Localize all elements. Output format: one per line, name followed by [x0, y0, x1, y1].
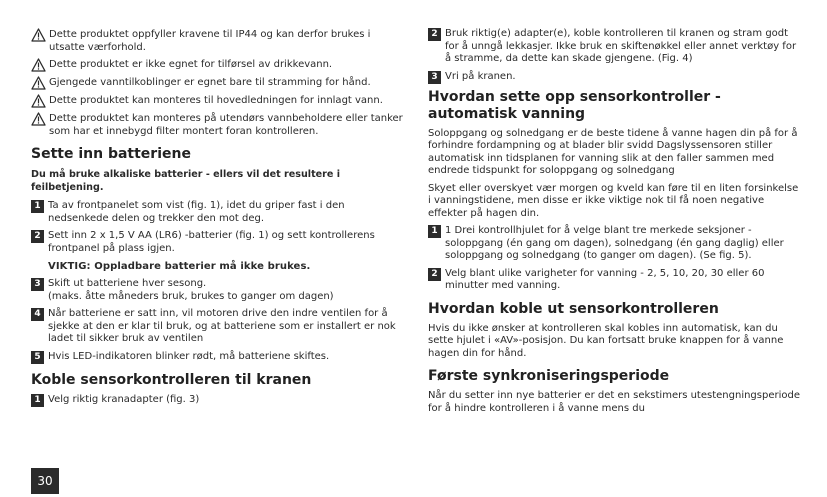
- step-item: [31, 351, 403, 364]
- warning-text: Dette produktet er ikke egnet for tilførsel av drikkevann.: [49, 59, 333, 70]
- warning-triangle-icon: [31, 112, 46, 126]
- step-number-badge: 1: [428, 225, 441, 238]
- warning-item: [31, 112, 403, 138]
- important-warning: VIKTIG: Oppladbare batterier må ikke brukes.: [48, 261, 311, 272]
- warning-text: Dette produktet kan monteres til hovedledningen for innlagt vann.: [49, 95, 383, 106]
- step-item: [428, 225, 800, 263]
- battery-note: Du må bruke alkaliske batterier - ellers vil det resultere i feilbetjening.: [31, 169, 341, 193]
- warning-item: [31, 94, 403, 108]
- step-text-line: Skift ut batteriene hver sesong.: [48, 278, 207, 289]
- right-column: [428, 28, 800, 420]
- section-heading-disconnect: Hvordan koble ut sensorkontrolleren: [428, 300, 719, 317]
- step-item: [31, 230, 403, 255]
- page-number: 30: [31, 468, 59, 494]
- warning-text: Dette produktet kan monteres på utendørs vannbeholdere eller tanker som har et innebygd filter montert foran kontrolleren.: [49, 113, 403, 137]
- step-item: [31, 278, 403, 303]
- step-item: [428, 71, 800, 84]
- step-text: Sett inn 2 x 1,5 V AA (LR6) -batterier (fig. 1) og sett kontrollerens frontpanel på plass igjen.: [48, 230, 375, 254]
- warning-item: [31, 28, 403, 54]
- warning-text: Dette produktet oppfyller kravene til IP44 og kan derfor brukes i utsatte værforhold.: [49, 29, 371, 53]
- step-number-badge: 2: [428, 268, 441, 281]
- step-text: [48, 278, 334, 303]
- step-text-line: (maks. åtte måneders bruk, brukes to ganger om dagen): [48, 290, 334, 302]
- section-heading-auto: Hvordan sette opp sensorkontroller - automatisk vanning: [428, 88, 721, 122]
- warning-triangle-icon: [31, 58, 46, 72]
- step-number-badge: 3: [428, 71, 441, 84]
- paragraph: Hvis du ikke ønsker at kontrolleren skal kobles inn automatisk, kan du sette hjulet i «AV»-posisjon. Du kan fortsatt bruke knappen for å vanne hagen din for hånd.: [428, 322, 784, 359]
- step-number-badge: 3: [31, 278, 44, 291]
- paragraph: Soloppgang og solnedgang er de beste tidene å vanne hagen din på for å forhindre fordampning og at blader blir svidd Dagslyssensoren stiller automatisk inn tidsplanen for vanning slik at den faller sammen med endrede tidspunkt for soloppgang og solnedgang: [428, 127, 798, 176]
- step-number-badge: 1: [31, 200, 44, 213]
- step-number-badge: 4: [31, 308, 44, 321]
- warning-triangle-icon: [31, 28, 46, 42]
- step-item: [428, 268, 800, 293]
- left-column: [31, 28, 403, 412]
- step-item: [428, 28, 800, 66]
- step-text: Bruk riktig(e) adapter(e), koble kontrolleren til kranen og stram godt for å unngå lekkasjer. Ikke bruk en skiftenøkkel eller annet verktøy for å stramme, da dette kan skade gjengene. (Fig. 4): [445, 28, 797, 64]
- step-text: Velg riktig kranadapter (fig. 3): [48, 393, 200, 405]
- step-text: Vri på kranen.: [445, 70, 516, 82]
- warning-item: [31, 76, 403, 90]
- step-number-badge: 2: [31, 230, 44, 243]
- warning-item: [31, 58, 403, 72]
- section-heading-sync: Første synkroniseringsperiode: [428, 368, 670, 384]
- step-text: 1 Drei kontrollhjulet for å velge blant tre merkede seksjoner - soloppgang (én gang om dagen), solnedgang (én gang daglig) eller soloppgang og solnedgang (to ganger om dagen). (Se fig. 5).: [445, 225, 784, 261]
- warning-triangle-icon: [31, 76, 46, 90]
- step-text: Velg blant ulike varigheter for vanning - 2, 5, 10, 20, 30 eller 60 minutter med vanning.: [445, 267, 765, 291]
- section-heading-batteries: Sette inn batteriene: [31, 146, 191, 162]
- step-text: Hvis LED-indikatoren blinker rødt, må batteriene skiftes.: [48, 350, 330, 362]
- warning-text: Gjengede vanntilkoblinger er egnet bare til stramming for hånd.: [49, 77, 371, 88]
- step-text: Når batteriene er satt inn, vil motoren drive den indre ventilen for å sjekke at den er klar til bruk, og at batteriene som er installert er nok ladet til sikker bruk av ventilen: [48, 308, 396, 344]
- warning-triangle-icon: [31, 94, 46, 108]
- step-text: Ta av frontpanelet som vist (fig. 1), idet du griper fast i den nedsenkede delen og trekker den mot deg.: [48, 200, 345, 224]
- step-item: [31, 200, 403, 225]
- step-item: [31, 394, 403, 407]
- step-number-badge: 2: [428, 28, 441, 41]
- step-number-badge: 1: [31, 394, 44, 407]
- paragraph: Skyet eller overskyet vær morgen og kveld kan føre til en liten forsinkelse i vanningstidene, men disse er ikke viktige nok til få noen negative effekter på hagen din.: [428, 182, 799, 219]
- section-heading-connect: Koble sensorkontrolleren til kranen: [31, 371, 312, 388]
- step-item: [31, 308, 403, 346]
- step-number-badge: 5: [31, 351, 44, 364]
- paragraph: Når du setter inn nye batterier er det en sekstimers utestengningsperiode for å hindre kontrolleren i å vanne mens du: [428, 390, 800, 414]
